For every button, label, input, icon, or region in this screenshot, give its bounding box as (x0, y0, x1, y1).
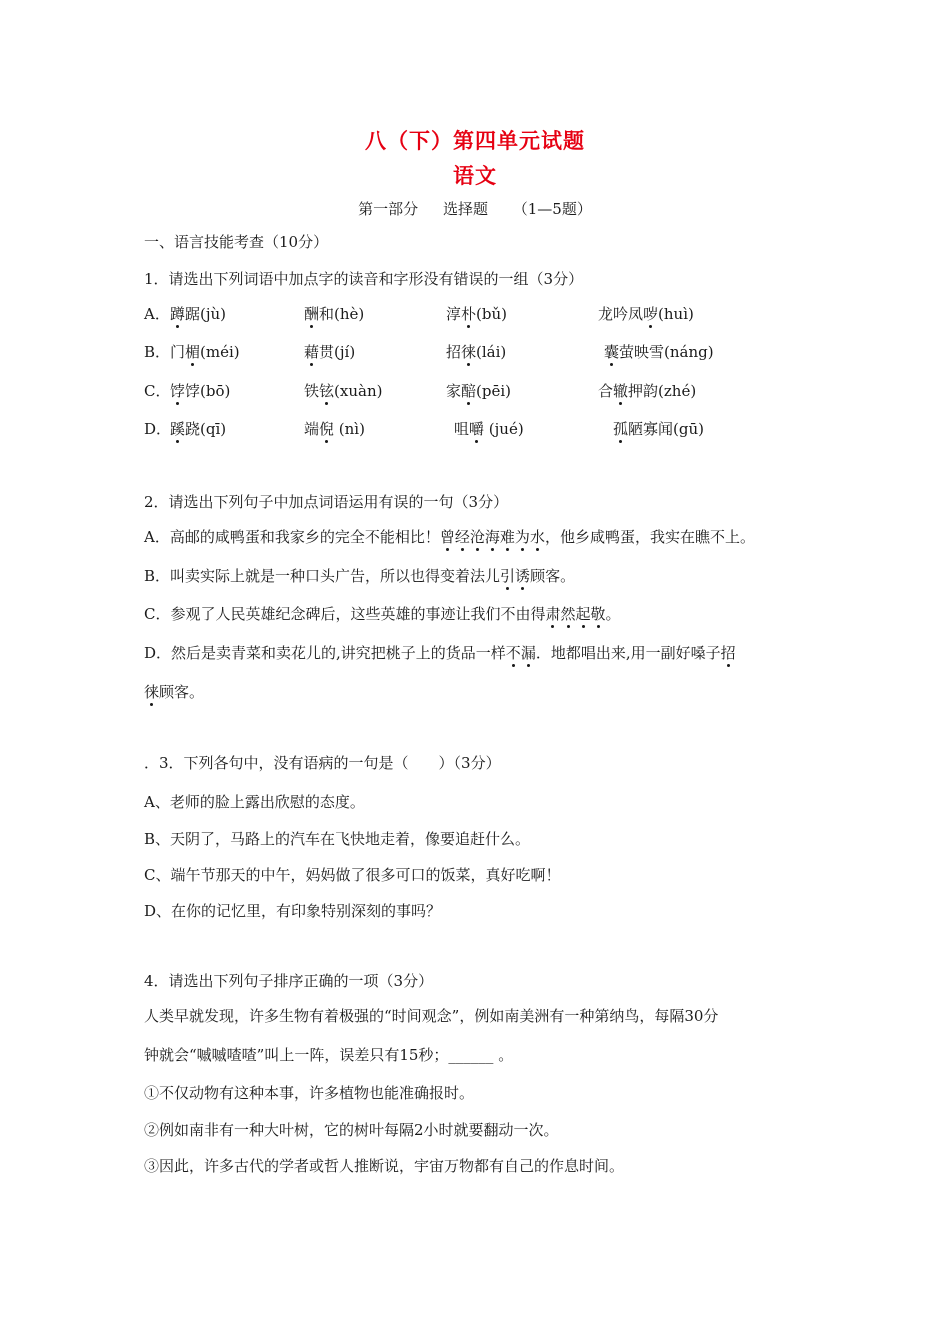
q1-option-word (170, 380, 230, 402)
q1-word-prefix: 招 (446, 343, 462, 361)
q1-dotted-char: 辙 (613, 382, 629, 400)
q2-option-c (144, 603, 621, 625)
q2-option-a (144, 526, 755, 548)
q1-option-letter: A． (144, 305, 170, 323)
q1-option-word (598, 380, 696, 402)
q2-stem: 2．请选出下列句子中加点词语运用有误的一句（3分） (144, 493, 509, 511)
part-heading (0, 198, 950, 220)
q1-word-suffix: (lái) (476, 343, 507, 361)
q1-word-prefix: 端 (304, 420, 320, 438)
q4-sentence-3: ③因此，许多古代的学者或哲人推断说，宇宙万物都有自己的作息时间。 (144, 1157, 625, 1175)
section-heading: 一、语言技能考查（10分） (144, 233, 329, 251)
q4-sentence-1: ①不仅动物有这种本事，许多植物也能准确报时。 (144, 1084, 475, 1102)
q1-option-word (304, 380, 382, 402)
q1-stem: 1．请选出下列词语中加点字的读音和字形没有错误的一组（3分） (144, 270, 584, 288)
q1-word-suffix: 贯(jí) (319, 343, 356, 361)
q1-word-suffix: 饽(bō) (185, 382, 231, 400)
q2-d-dotted-3: 徕 (144, 683, 160, 701)
q1-word-suffix: (méi) (200, 343, 240, 361)
q4-stem: 4．请选出下列句子排序正确的一项（3分） (144, 972, 434, 990)
q3-stem: ．3．下列各句中，没有语病的一句是（ ）（3分） (144, 754, 501, 772)
q1-dotted-char: 囊 (604, 343, 620, 361)
q1-dotted-char: 饽 (170, 382, 186, 400)
q1-option-word (446, 303, 507, 325)
q2-d-dotted: 不漏 (505, 644, 536, 662)
q2-d-text-mid: ．地都唱出来,用一副好嗓子 (535, 644, 721, 662)
q1-option-word (170, 341, 240, 363)
q1-option-letter: B． (144, 343, 171, 361)
q2-b-dotted: 引诱 (500, 567, 531, 585)
q1-option-word (304, 341, 355, 363)
q1-word-suffix: 陋寡闻(gū) (628, 420, 704, 438)
q2-a-text: A．高邮的咸鸭蛋和我家乡的完全不能相比！ (144, 528, 440, 546)
q1-word-suffix: (jué) (484, 420, 524, 438)
q3-option-a: A、老师的脸上露出欣慰的态度。 (144, 793, 365, 811)
q1-option-word (304, 303, 364, 325)
q1-dotted-char: 哕 (643, 305, 659, 323)
part-type: 选择题 (442, 200, 488, 218)
q4-sentence-2: ②例如南非有一种大叶树，它的树叶每隔2小时就要翻动一次。 (144, 1121, 559, 1139)
q1-word-prefix: 淳 (446, 305, 462, 323)
q2-a-text-end: ，他乡咸鸭蛋，我实在瞧不上。 (544, 528, 755, 546)
q1-word-suffix: (huì) (658, 305, 694, 323)
q1-word-suffix: (pēi) (476, 382, 512, 400)
q1-dotted-char: 嚼 (469, 420, 485, 438)
q1-word-prefix: 咀 (454, 420, 470, 438)
q1-word-prefix: 门 (170, 343, 186, 361)
q1-dotted-char: 朴 (461, 305, 477, 323)
q2-c-text-end: 。 (605, 605, 621, 623)
q2-c-dotted: 肃然起敬 (545, 605, 606, 623)
q2-a-dotted: 曾经沧海难为水 (439, 528, 545, 546)
q2-b-text-end: 顾客。 (530, 567, 576, 585)
q1-option-word (613, 418, 704, 440)
q1-dotted-char: 楣 (185, 343, 201, 361)
q1-option-word (170, 303, 226, 325)
q1-option-word (446, 341, 506, 363)
q2-option-d (144, 642, 736, 664)
q1-word-suffix: (xuàn) (334, 382, 383, 400)
q1-word-prefix: 家 (446, 382, 462, 400)
q2-option-b (144, 565, 575, 587)
q2-c-text: C．参观了人民英雄纪念碑后，这些英雄的事迹让我们不由得 (144, 605, 546, 623)
q1-dotted-char: 蹊 (170, 420, 186, 438)
q1-option-word (446, 380, 511, 402)
q2-d-text-end: 顾客。 (159, 683, 205, 701)
exam-subject: 语文 (453, 164, 497, 188)
q3-option-d: D、在你的记忆里，有印象特别深刻的事吗？ (144, 902, 442, 920)
q1-option-letter: C． (144, 382, 171, 400)
q1-dotted-char: 徕 (461, 343, 477, 361)
part-label: 第一部分 (358, 200, 419, 218)
q1-word-suffix: 萤映雪(náng) (619, 343, 714, 361)
q1-word-prefix: 龙吟凤 (598, 305, 644, 323)
q1-option-word (170, 418, 226, 440)
q2-option-d-continued (144, 681, 204, 703)
q1-option-word (604, 341, 714, 363)
q1-dotted-char: 醅 (461, 382, 477, 400)
q3-option-c: C、端午节那天的中午，妈妈做了很多可口的饭菜，真好吃啊！ (144, 866, 561, 884)
q2-d-dotted-2: 招 (720, 644, 736, 662)
exam-title: 八（下）第四单元试题 (365, 129, 585, 153)
q1-word-suffix: (bǔ) (476, 305, 507, 323)
q1-word-suffix: 押韵(zhé) (628, 382, 697, 400)
q1-word-suffix: 踞(jù) (185, 305, 227, 323)
q2-b-text: B．叫卖实际上就是一种口头广告，所以也得变着法儿 (144, 567, 501, 585)
q2-d-text: D．然后是卖青菜和卖花儿的,讲究把桃子上的货品一样 (144, 644, 506, 662)
q4-passage-line-2: 钟就会“嘁嘁喳喳”叫上一阵，误差只有15秒；______ 。 (144, 1046, 514, 1064)
q1-option-letter: D． (144, 420, 172, 438)
q1-dotted-char: 倪 (319, 420, 335, 438)
q1-dotted-char: 孤 (613, 420, 629, 438)
q1-word-suffix: 跷(qī) (185, 420, 227, 438)
part-range: （1—5题） (512, 200, 592, 218)
q1-option-word (598, 303, 694, 325)
q1-dotted-char: 藉 (304, 343, 320, 361)
q1-word-prefix: 铁 (304, 382, 320, 400)
q1-word-suffix: 和(hè) (319, 305, 365, 323)
q1-word-prefix: 合 (598, 382, 614, 400)
q1-option-word (304, 418, 365, 440)
q1-word-suffix: (nì) (334, 420, 365, 438)
q1-dotted-char: 酬 (304, 305, 320, 323)
q4-passage-line-1: 人类早就发现，许多生物有着极强的“时间观念”，例如南美洲有一种第纳鸟，每隔30分 (144, 1007, 719, 1025)
q3-option-b: B、天阴了，马路上的汽车在飞快地走着，像要追赶什么。 (144, 830, 531, 848)
q1-dotted-char: 蹲 (170, 305, 186, 323)
q1-option-word (454, 418, 524, 440)
q1-dotted-char: 铉 (319, 382, 335, 400)
